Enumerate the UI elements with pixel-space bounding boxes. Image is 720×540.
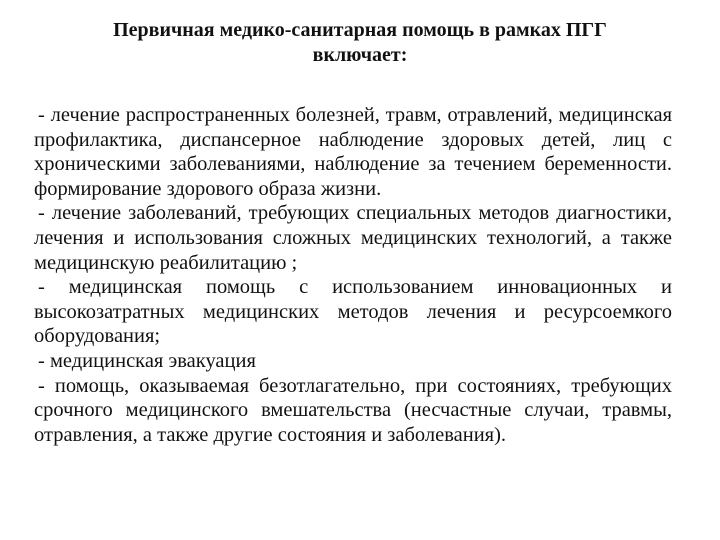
list-item-high-tech-care: - медицинская помощь с использованием инновационных и высокозатратных медицинских методов лечения и ресурсоемкого оборудования; [34, 276, 672, 348]
slide-title-line-1: Первичная медико-санитарная помощь в рамках ПГГ [113, 19, 607, 41]
slide-title-line-2: включает: [312, 44, 408, 66]
list-item-medical-evacuation: - медицинская эвакуация [38, 349, 256, 372]
slide-title [40, 18, 680, 68]
list-item-primary-care: - лечение распространенных болезней, травм, отравлений, медицинская профилактика, диспансерное наблюдение здоровых детей, лиц с хроническими заболеваниями, наблюдение за течением беременности. формирование здорового образа жизни. [34, 104, 672, 200]
slide-body [34, 103, 672, 447]
list-item-special-treatment: - лечение заболеваний, требующих специальных методов диагностики, лечения и использования сложных медицинских технологий, а также медицинскую реабилитацию ; [34, 202, 672, 274]
list-item-emergency-care: - помощь, оказываемая безотлагательно, при состояниях, требующих срочного медицинского вмешательства (несчастные случаи, травмы, отравления, а также другие состояния и заболевания). [34, 374, 672, 446]
